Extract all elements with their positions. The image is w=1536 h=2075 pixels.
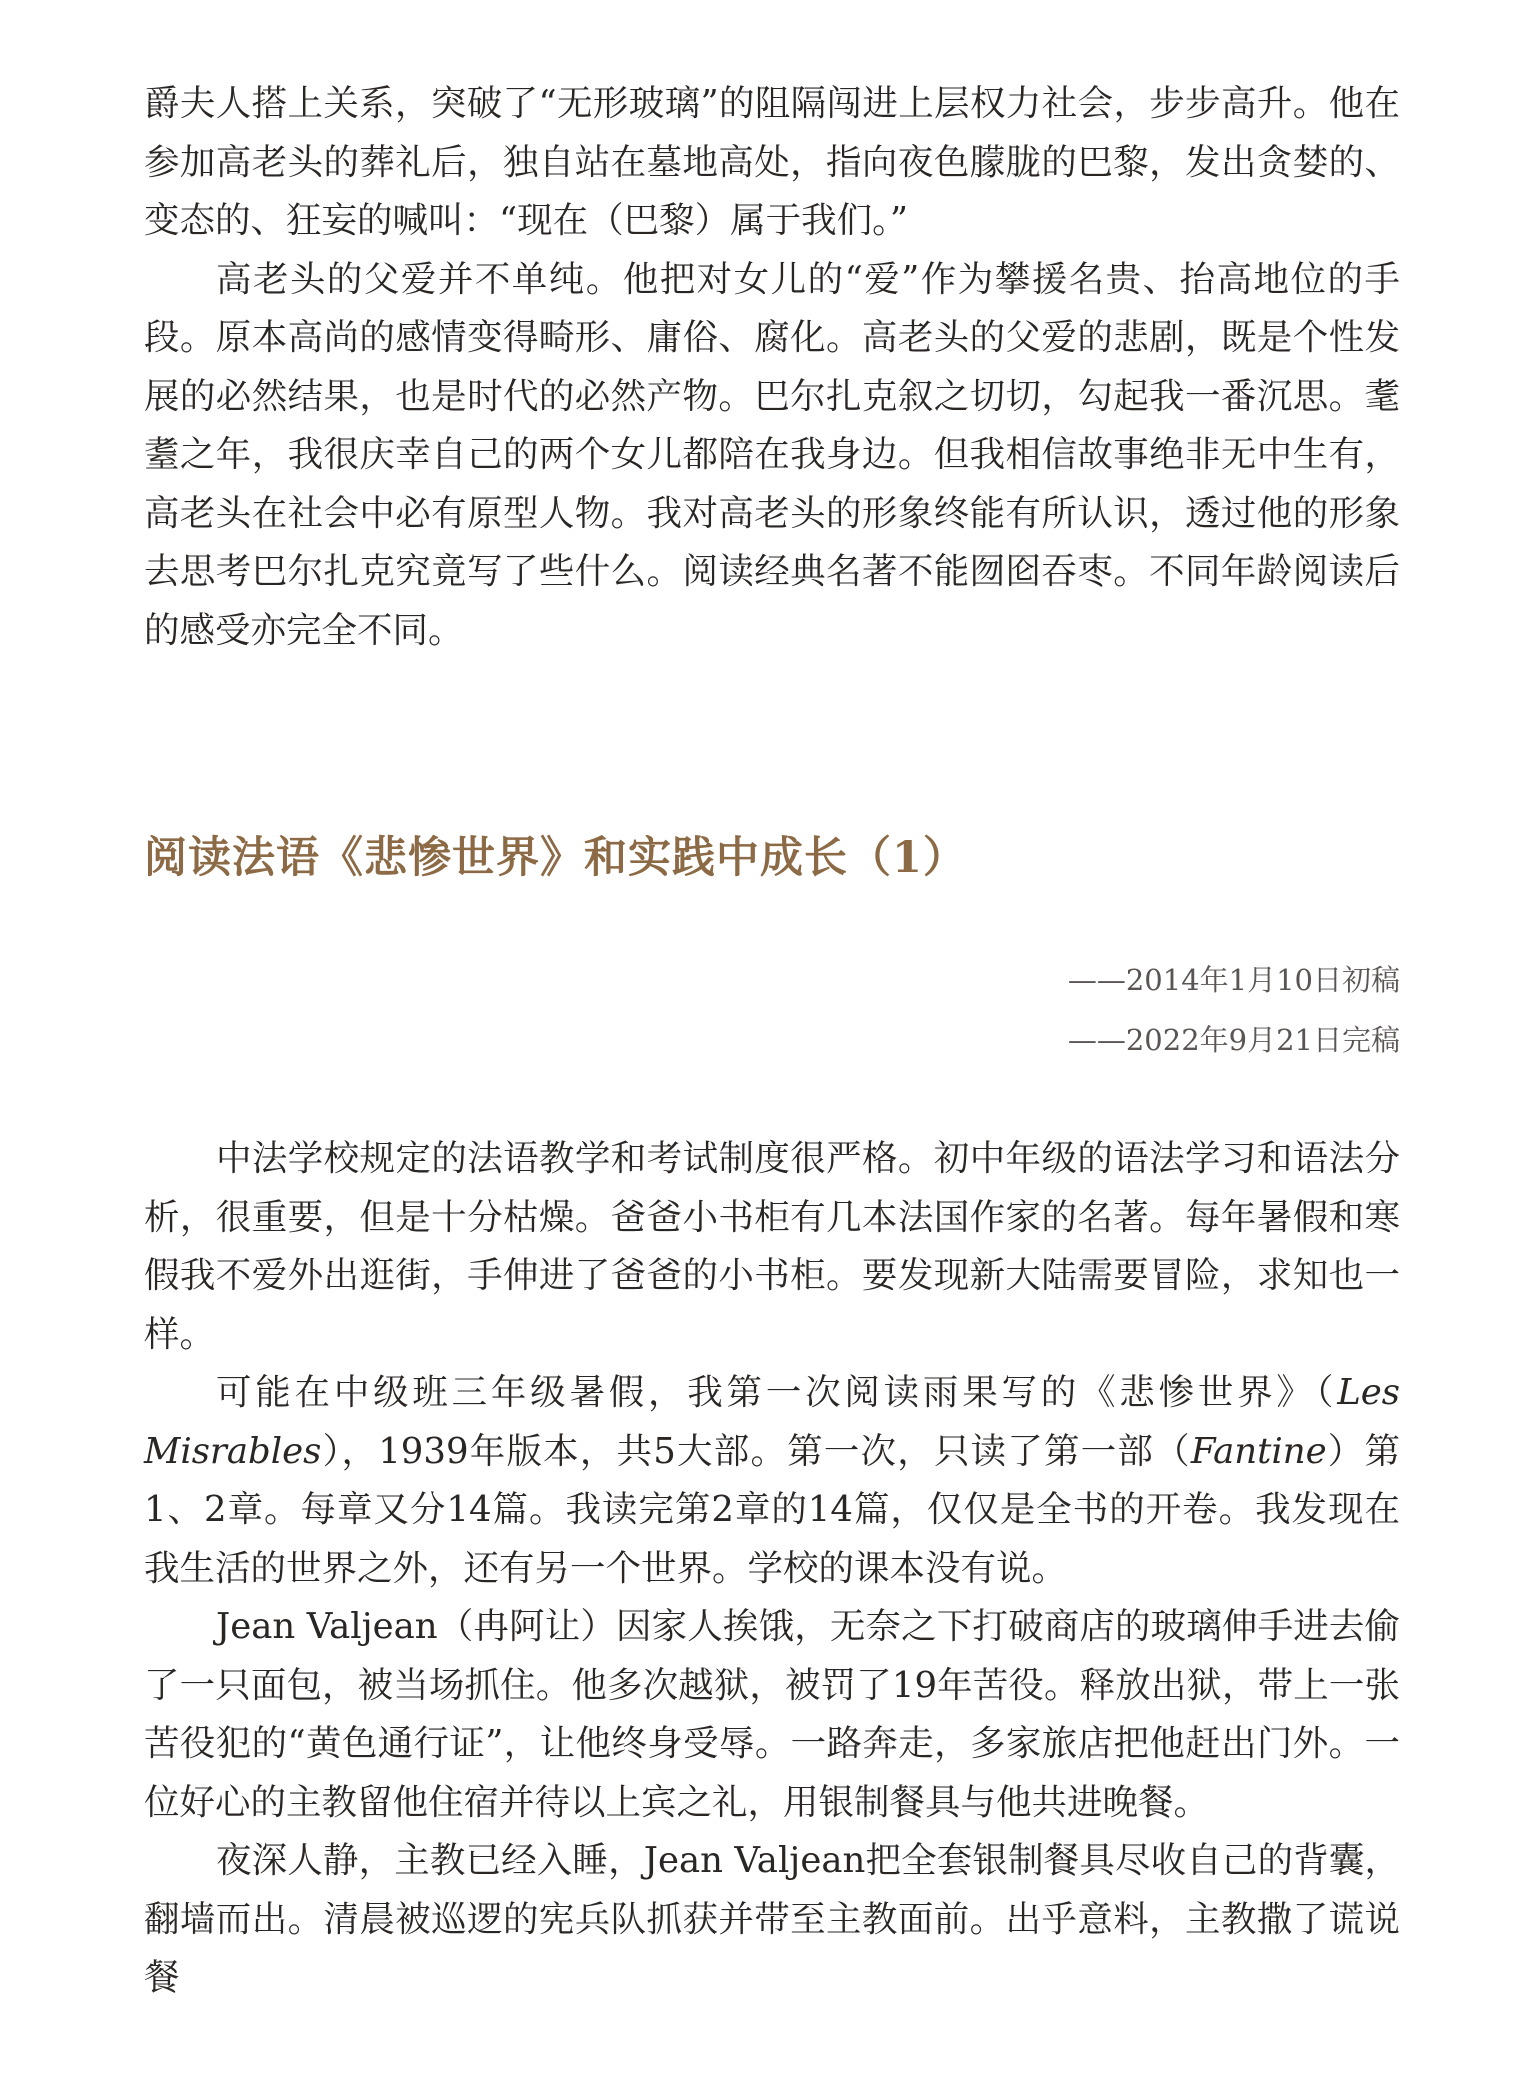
text-run: 可能在中级班三年级暑假，我第一次阅读雨果写的《悲惨世界》（ <box>216 1372 1338 1413</box>
paragraph: 高老头的父爱并不单纯。他把对女儿的“爱”作为攀援名贵、抬高地位的手段。原本高尚的感情变得畸形、庸俗、腐化。高老头的父爱的悲剧，既是个性发展的必然结果，也是时代的必然产物。巴尔扎克叙之切切，勾起我一番沉思。耄耋之年，我很庆幸自己的两个女儿都陪在我身边。但我相信故事绝非无中生有，高老头在社会中必有原型人物。我对高老头的形象终能有所认识，透过他的形象去思考巴尔扎克究竟写了些什么。阅读经典名著不能囫囵吞枣。不同年龄阅读后的感受亦完全不同。 <box>144 258 1400 651</box>
section-title: 阅读法语《悲惨世界》和实践中成长（1） <box>144 833 967 883</box>
draft-date: ——2014年1月10日初稿 <box>1067 963 1400 997</box>
paragraph <box>144 1364 1400 1598</box>
section-body <box>144 1130 1400 2008</box>
part-title: Fantine <box>1190 1430 1327 1472</box>
paragraph: 中法学校规定的法语教学和考试制度很严格。初中年级的语法学习和语法分析，很重要，但是十分枯燥。爸爸小书柜有几本法国作家的名著。每年暑假和寒假我不爱外出逛街，手伸进了爸爸的小书柜。要发现新大陆需要冒险，求知也一样。 <box>144 1138 1400 1355</box>
paragraph: 爵夫人搭上关系，突破了“无形玻璃”的阻隔闯进上层权力社会，步步高升。他在参加高老头的葬礼后，独自站在墓地高处，指向夜色朦胧的巴黎，发出贪婪的、变态的、狂妄的喊叫：“现在（巴黎）属于我们。” <box>144 83 1400 241</box>
final-date: ——2022年9月21日完稿 <box>1067 1023 1400 1057</box>
previous-section-text <box>144 75 1400 660</box>
book-title: Les Misrables <box>144 1372 1400 1472</box>
text-run: ），1939年版本，共5大部。第一次，只读了第一部（ <box>321 1430 1191 1472</box>
paragraph: 夜深人静，主教已经入睡，Jean Valjean把全套银制餐具尽收自己的背囊，翻墙而出。清晨被巡逻的宪兵队抓获并带至主教面前。出乎意料，主教撒了谎说餐 <box>144 1840 1400 1998</box>
paragraph: Jean Valjean（冉阿让）因家人挨饿，无奈之下打破商店的玻璃伸手进去偷了一只面包，被当场抓住。他多次越狱，被罚了19年苦役。释放出狱，带上一张苦役犯的“黄色通行证”，让他终身受辱。一路奔走，多家旅店把他赶出门外。一位好心的主教留他住宿并待以上宾之礼，用银制餐具与他共进晚餐。 <box>144 1606 1400 1823</box>
date-notes <box>1068 950 1400 1070</box>
text-run: ）第1、2章。每章又分14篇。我读完第2章的14篇，仅仅是全书的开卷。我发现在我生活的世界之外，还有另一个世界。学校的课本没有说。 <box>144 1430 1400 1589</box>
